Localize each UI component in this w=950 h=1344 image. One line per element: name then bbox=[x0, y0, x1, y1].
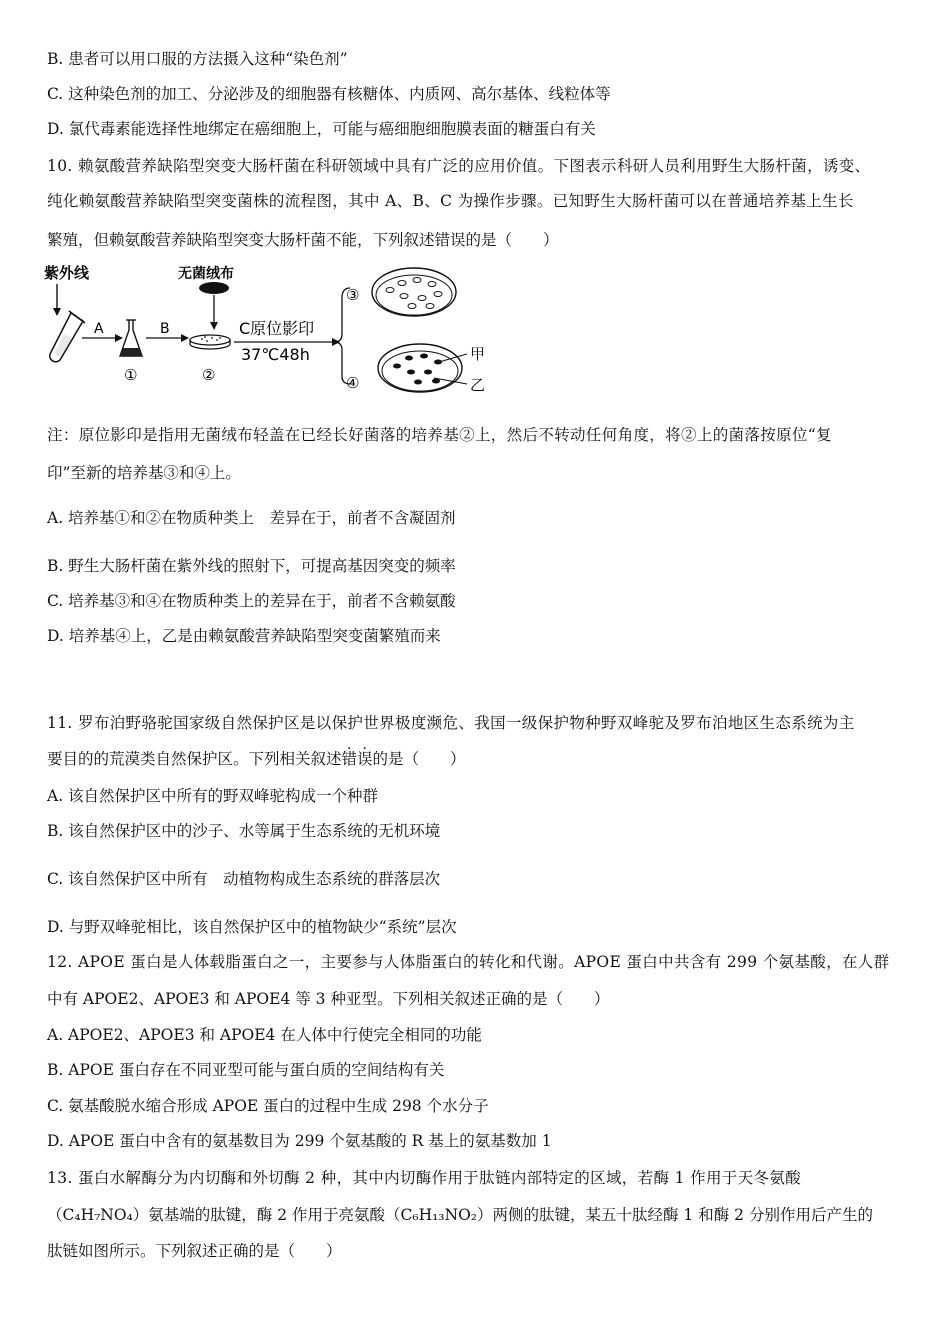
flask-icon bbox=[120, 320, 142, 356]
q12-option-d: D. APOE 蛋白中含有的氨基数目为 299 个氨基酸的 R 基上的氨基数加 1 bbox=[47, 1132, 552, 1150]
q13-stem-line-3: 肽链如图所示。下列叙述正确的是（ ） bbox=[47, 1242, 342, 1260]
incubation-condition: 37℃48h bbox=[241, 345, 310, 364]
q10-option-d: D. 培养基④上，乙是由赖氨酸营养缺陷型突变菌繁殖而来 bbox=[47, 627, 441, 645]
petri-dish-2-icon bbox=[190, 335, 230, 349]
q10-note-line-2: 印”至新的培养基③和④上。 bbox=[47, 464, 241, 482]
q9-option-c: C. 这种染色剂的加工、分泌涉及的细胞器有核糖体、内质网、高尔基体、线粒体等 bbox=[47, 85, 611, 103]
q10-flow-diagram bbox=[42, 258, 497, 398]
step-c-label: C原位影印 bbox=[239, 319, 315, 338]
sterile-cloth-label: 无菌绒布 bbox=[178, 266, 234, 282]
q9-option-b: B. 患者可以用口服的方法摄入这种“染色剂” bbox=[47, 50, 348, 68]
label-circle-1: ① bbox=[124, 366, 138, 384]
q11-option-a: A. 该自然保护区中所有的野双峰驼构成一个种群 bbox=[47, 787, 379, 805]
q11-stem-line-2 bbox=[47, 748, 466, 770]
q11-stem-tail: 的是（ ） bbox=[372, 750, 466, 768]
q10-option-b: B. 野生大肠杆菌在紫外线的照射下，可提高基因突变的频率 bbox=[47, 557, 456, 575]
petri-dish-4-icon bbox=[378, 344, 462, 392]
q11-stem-line-1: 11. 罗布泊野骆驼国家级自然保护区是以保护世界极度濒危、我国一级保护物种野双峰驼及罗布泊地区生态系统为主 bbox=[47, 714, 855, 732]
q10-note-line-1: 注：原位影印是指用无菌绒布轻盖在已经长好菌落的培养基②上，然后不转动任何角度，将②上的菌落按原位“复 bbox=[47, 426, 832, 444]
q10-option-c: C. 培养基③和④在物质种类上的差异在于，前者不含赖氨酸 bbox=[47, 592, 456, 610]
q12-option-c: C. 氨基酸脱水缩合形成 APOE 蛋白的过程中生成 298 个水分子 bbox=[47, 1097, 489, 1115]
test-tube-icon bbox=[50, 311, 85, 362]
q11-option-c: C. 该自然保护区中所有 动植物构成生态系统的群落层次 bbox=[47, 870, 441, 888]
q10-stem-line-2: 纯化赖氨酸营养缺陷型突变菌株的流程图，其中 A、B、C 为操作步骤。已知野生大肠杆菌可以在普通培养基上生长 bbox=[47, 192, 854, 210]
q12-option-b: B. APOE 蛋白存在不同亚型可能与蛋白质的空间结构有关 bbox=[47, 1061, 445, 1079]
q12-option-a: A. APOE2、APOE3 和 APOE4 在人体中行使完全相同的功能 bbox=[47, 1026, 482, 1044]
label-circle-3: ③ bbox=[346, 286, 360, 304]
emphasis-char-1: 错 bbox=[341, 750, 358, 768]
emphasis-char-2: 误 bbox=[357, 750, 373, 768]
step-a-label: A bbox=[94, 321, 104, 337]
label-circle-2: ② bbox=[202, 366, 216, 384]
uv-arrowhead bbox=[53, 308, 61, 316]
q10-option-a: A. 培养基①和②在物质种类上 差异在于，前者不含凝固剂 bbox=[47, 509, 456, 527]
petri-dish-3-icon bbox=[372, 268, 456, 316]
q11-option-d: D. 与野双峰驼相比，该自然保护区中的植物缺少“系统”层次 bbox=[47, 918, 457, 936]
q10-stem-line-3: 繁殖，但赖氨酸营养缺陷型突变大肠杆菌不能，下列叙述错误的是（ ） bbox=[47, 231, 559, 249]
q13-stem-line-2: （C₄H₇NO₄）氨基端的肽键，酶 2 作用于亮氨酸（C₆H₁₃NO₂）两侧的肽键，某五十肽经酶 1 和酶 2 分别作用后产生的 bbox=[47, 1206, 873, 1224]
q10-stem-line-1: 10. 赖氨酸营养缺陷型突变大肠杆菌在科研领域中具有广泛的应用价值。下图表示科研人员利用野生大肠杆菌，诱变、 bbox=[47, 157, 871, 175]
q12-stem-line-1: 12. APOE 蛋白是人体载脂蛋白之一，主要参与人体脂蛋白的转化和代谢。APOE 蛋白中共含有 299 个氨基酸，在人群 bbox=[47, 953, 890, 971]
sterile-cloth-icon bbox=[199, 282, 229, 294]
q9-option-d: D. 氯代毒素能选择性地绑定在癌细胞上，可能与癌细胞细胞膜表面的糖蛋白有关 bbox=[47, 120, 596, 138]
q13-stem-line-1: 13. 蛋白水解酶分为内切酶和外切酶 2 种，其中内切酶作用于肽链内部特定的区域，若酶 1 作用于天冬氨酸 bbox=[47, 1169, 802, 1187]
q11-option-b: B. 该自然保护区中的沙子、水等属于生态系统的无机环境 bbox=[47, 822, 441, 840]
uv-label: 紫外线 bbox=[44, 264, 90, 282]
q12-stem-line-2: 中有 APOE2、APOE3 和 APOE4 等 3 种亚型。下列相关叙述正确的是（ ） bbox=[47, 990, 610, 1008]
label-jia: 甲 bbox=[470, 345, 486, 363]
label-circle-4: ④ bbox=[346, 374, 360, 392]
label-yi: 乙 bbox=[470, 376, 486, 394]
step-b-label: B bbox=[160, 321, 170, 337]
q11-stem-text: 要目的的荒漠类自然保护区。下列相关叙述 bbox=[47, 750, 342, 768]
